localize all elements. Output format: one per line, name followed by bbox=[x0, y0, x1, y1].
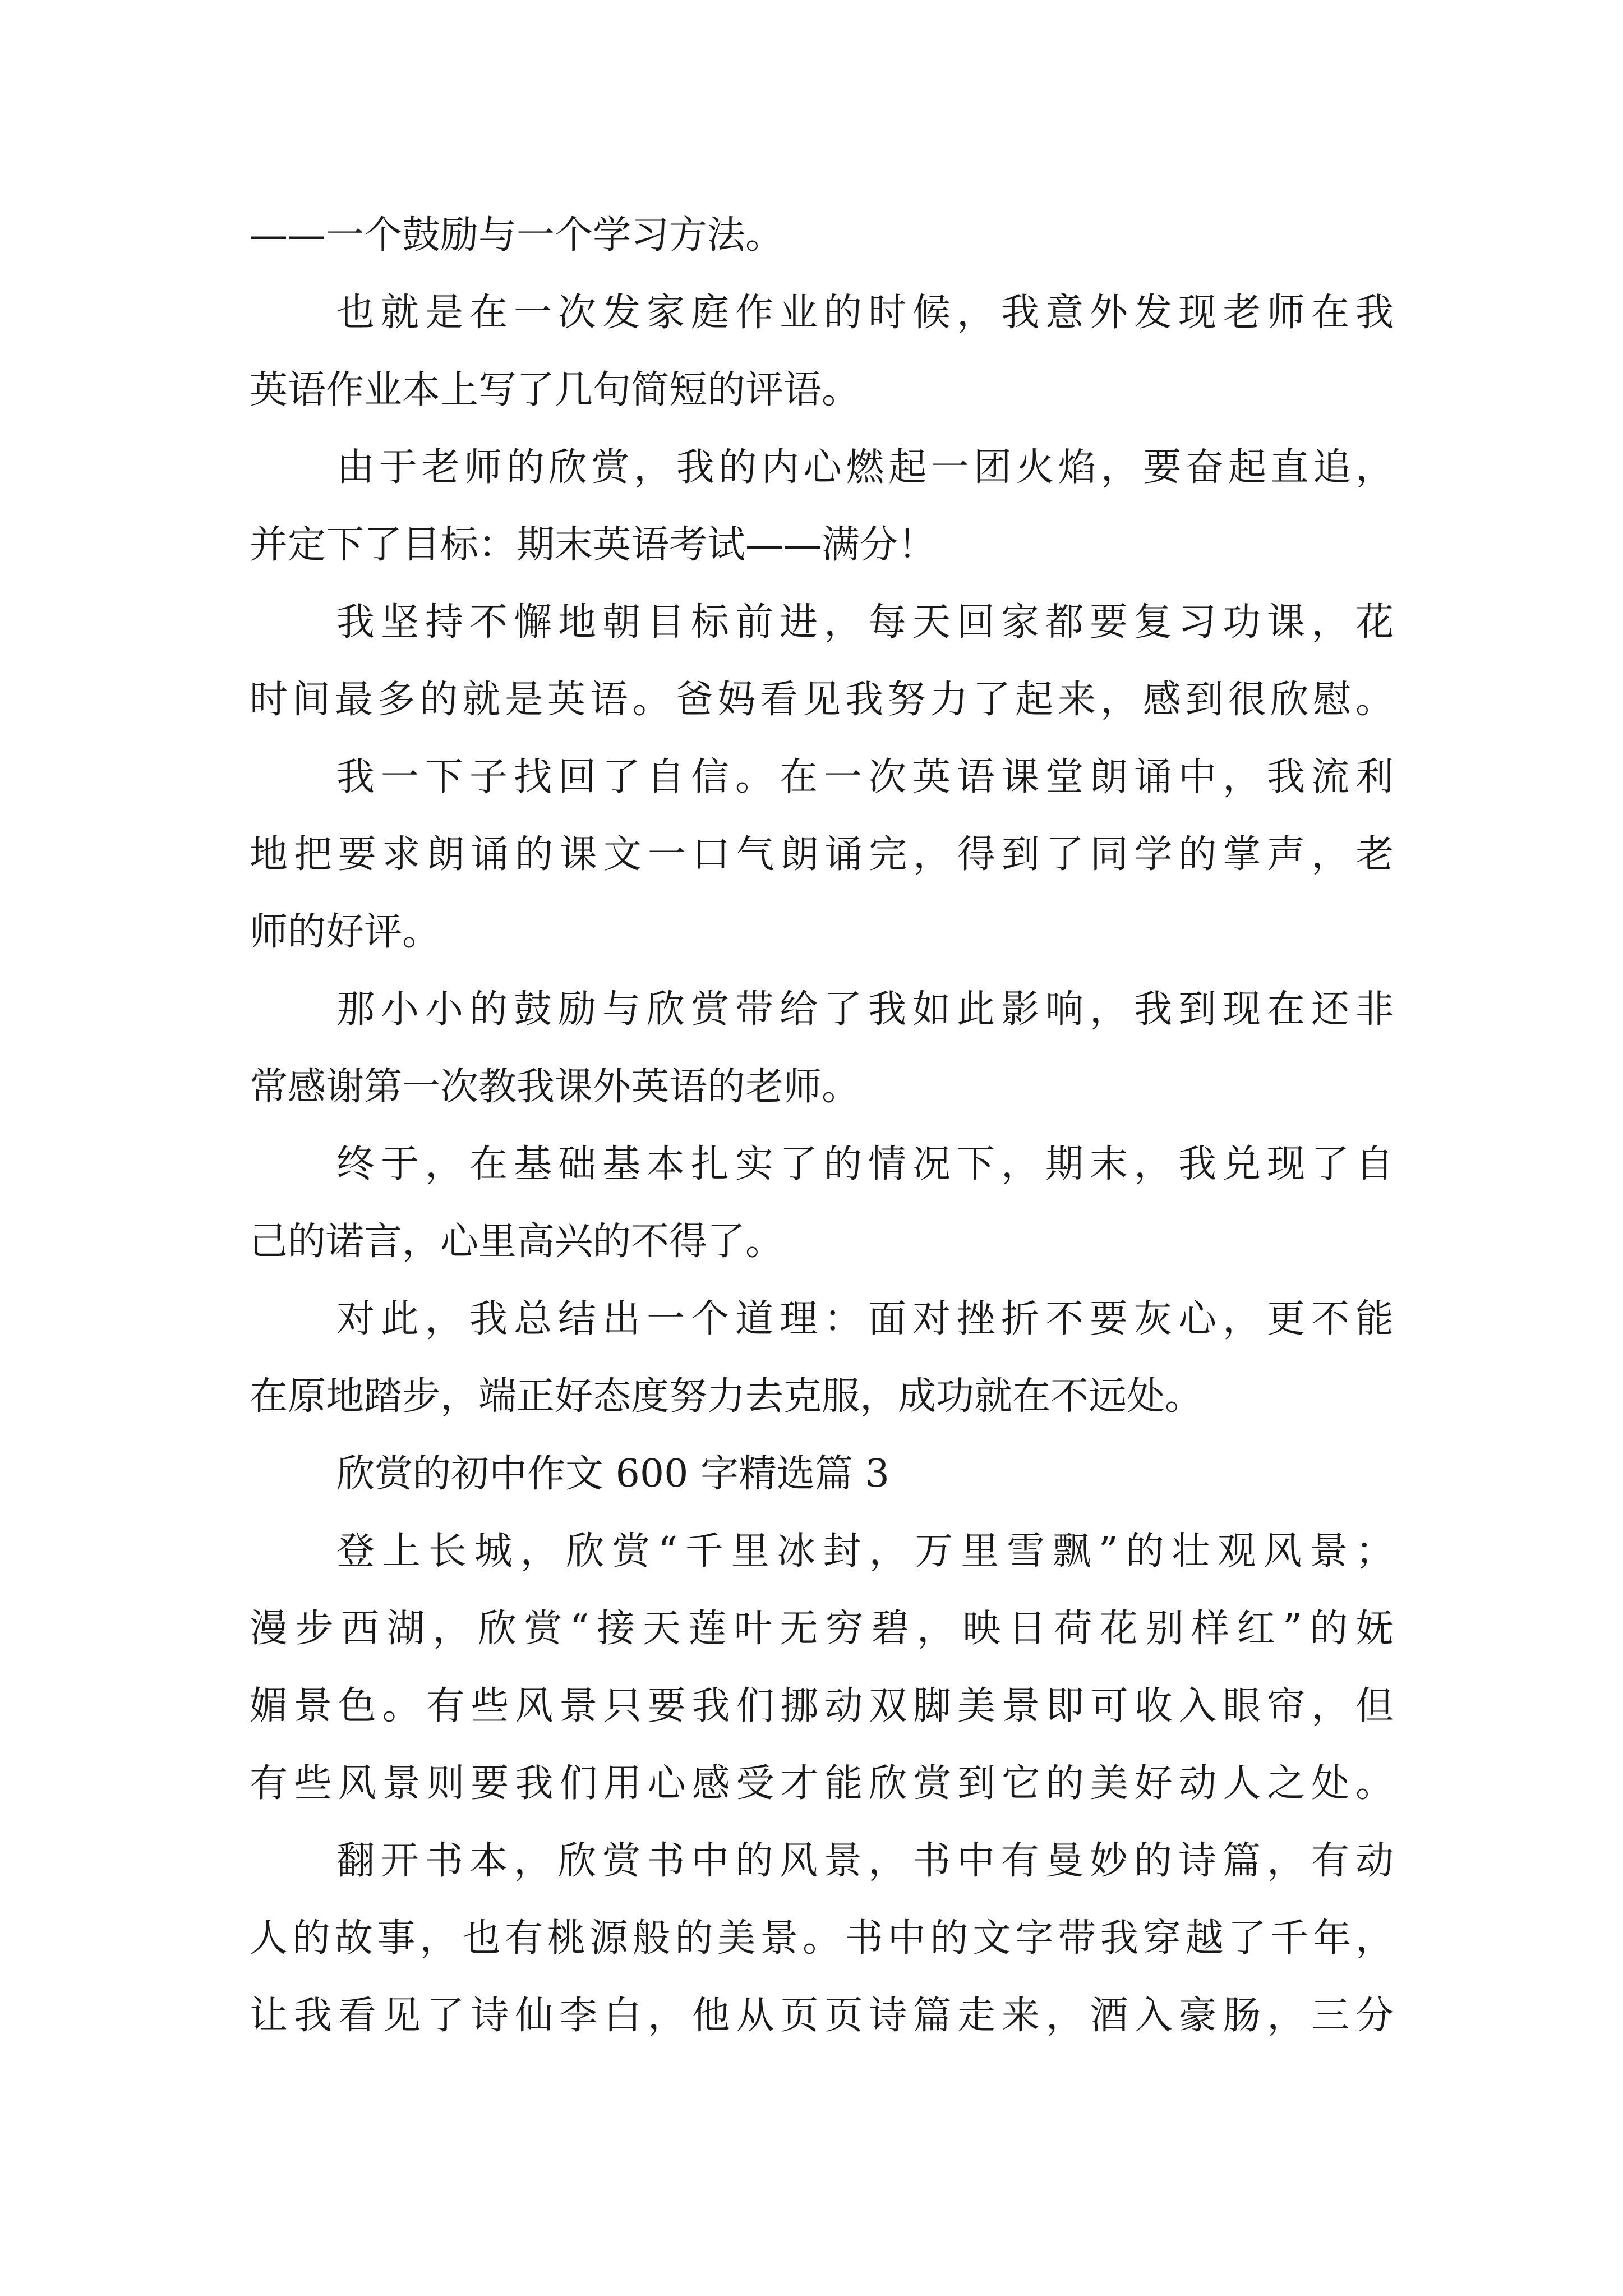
paragraph-line: 终于，在基础基本扎实了的情况下，期末，我兑现了自 bbox=[336, 1142, 1394, 1186]
paragraph-line: 也就是在一次发家庭作业的时候，我意外发现老师在我 bbox=[336, 291, 1394, 335]
text-line: 己的诺言，心里高兴的不得了。 bbox=[250, 1220, 784, 1264]
text-line: 在原地踏步，端正好态度努力去克服，成功就在不远处。 bbox=[250, 1374, 1204, 1419]
text-line: 常感谢第一次教我课外英语的老师。 bbox=[250, 1065, 860, 1109]
paragraph-line: 登上长城，欣赏“千里冰封，万里雪飘”的壮观风景； bbox=[336, 1529, 1394, 1573]
section-heading: 欣赏的初中作文 600 字精选篇 3 bbox=[336, 1452, 889, 1496]
text-line: 让我看见了诗仙李白，他从页页诗篇走来，酒入豪肠，三分 bbox=[250, 1994, 1394, 2038]
paragraph-line: 由于老师的欣赏，我的内心燃起一团火焰，要奋起直追， bbox=[336, 445, 1394, 490]
text-line: 时间最多的就是英语。爸妈看见我努力了起来，感到很欣慰。 bbox=[250, 678, 1394, 722]
paragraph-line: 我一下子找回了自信。在一次英语课堂朗诵中，我流利 bbox=[336, 755, 1394, 799]
paragraph-line: 那小小的鼓励与欣赏带给了我如此影响，我到现在还非 bbox=[336, 987, 1394, 1032]
text-line: 媚景色。有些风景只要我们挪动双脚美景即可收入眼帘，但 bbox=[250, 1684, 1394, 1728]
text-line: 地把要求朗诵的课文一口气朗诵完，得到了同学的掌声，老 bbox=[250, 832, 1394, 877]
paragraph-line: 我坚持不懈地朝目标前进，每天回家都要复习功课，花 bbox=[336, 600, 1394, 645]
text-line: 并定下了目标：期末英语考试——满分！ bbox=[250, 523, 937, 567]
text-line: 师的好评。 bbox=[250, 910, 441, 954]
text-line: ——一个鼓励与一个学习方法。 bbox=[250, 213, 784, 257]
text-line: 有些风景则要我们用心感受才能欣赏到它的美好动人之处。 bbox=[250, 1761, 1394, 1806]
text-line: 漫步西湖，欣赏“接天莲叶无穷碧，映日荷花别样红”的妩 bbox=[250, 1607, 1394, 1651]
text-line: 英语作业本上写了几句简短的评语。 bbox=[250, 368, 860, 412]
text-line: 人的故事，也有桃源般的美景。书中的文字带我穿越了千年， bbox=[250, 1916, 1394, 1961]
paragraph-line: 对此，我总结出一个道理：面对挫折不要灰心，更不能 bbox=[336, 1297, 1394, 1341]
paragraph-line: 翻开书本，欣赏书中的风景，书中有曼妙的诗篇，有动 bbox=[336, 1839, 1394, 1883]
